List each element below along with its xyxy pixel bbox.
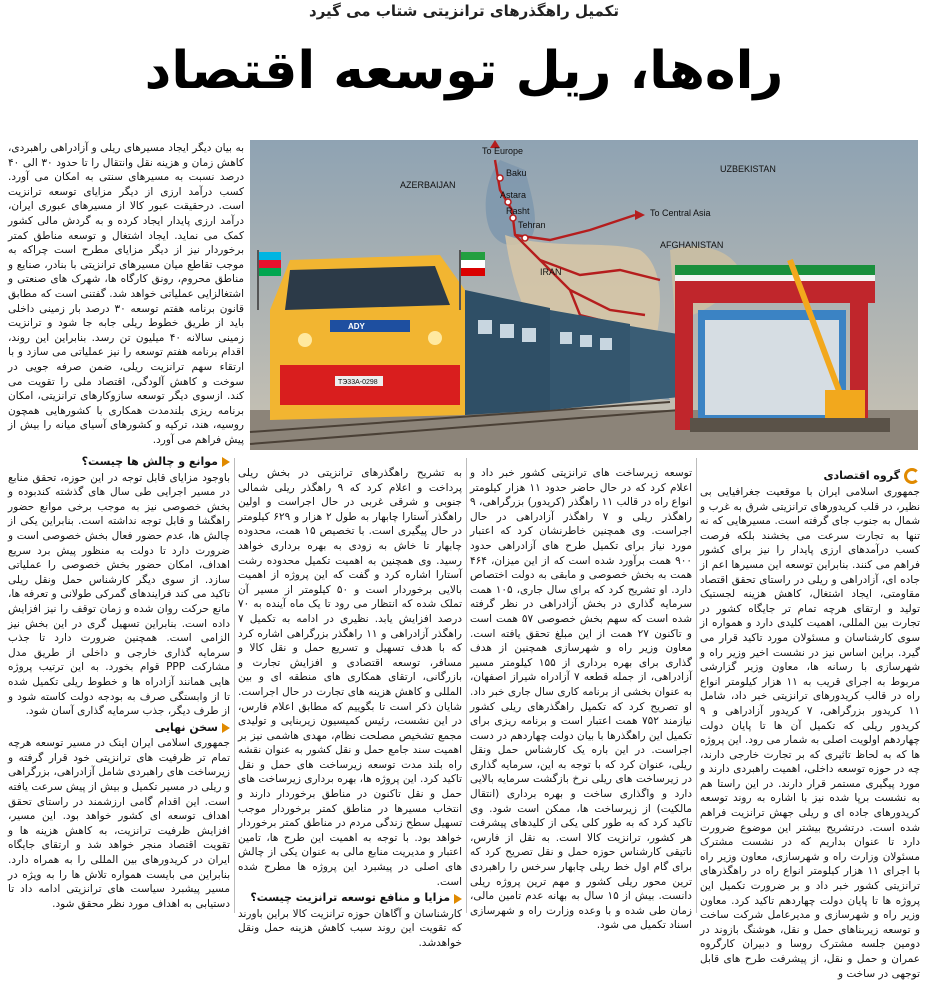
section-logo-icon	[904, 468, 920, 484]
column-divider	[696, 458, 697, 913]
intro-continuation-column	[8, 141, 244, 446]
article-column-2	[470, 466, 692, 932]
subhead-text: گروه اقتصادی	[823, 468, 900, 482]
column-divider	[466, 458, 467, 913]
locomotive-number: TЭ33A-0298	[338, 379, 378, 386]
map-label-baku: Baku	[506, 168, 527, 178]
map-label-afghanistan: AFGHANISTAN	[660, 240, 724, 250]
column-divider	[234, 458, 235, 913]
map-label-europe: To Europe	[482, 146, 524, 156]
subhead-obstacles	[8, 455, 230, 470]
subhead-text: مزایا و منافع توسعه ترانزیت چیست؟	[250, 891, 450, 905]
subhead-marker-icon	[222, 723, 230, 733]
paragraph: کارشناسان و آگاهان حوزه ترانزیت کالا براین باورند که تقویت این روند سبب کاهش هزینه حمل ونقل خواهدشد.	[238, 907, 462, 949]
subhead-text: موانع و چالش ها چیست؟	[81, 455, 218, 468]
paragraph: جمهوری اسلامی ایران اینک در مسیر توسعه هرچه تمام تر ظرفیت های ترانزیتی خود قرار گرفته و زیرساخت های راهبردی شامل آزادراهی، بزرگراهی و ریلی در مسیر تکمیل و بیش از پیش سرعت یافته است. این اقدام گامی ارزشمند در راستای تحقق اهداف توسعه ای کشور خواهد بود. این مسیر، افزایش ظرفیت ترانزیت، به کاهش هزینه ها و تقویت اقتصاد منجر خواهد شد و ارتقای جایگاه ایران در کریدورهای بین المللی را به همراه دارد. بنابراین می بایست همواره تلاش ها را به ویژه در مسیر پیشبرد سیاست های ترانزیتی ادامه داد تا دستیابی به اهداف مورد نظر محقق شود.	[8, 737, 230, 910]
illustration-svg	[250, 140, 918, 450]
paragraph: باوجود مزایای قابل توجه در این حوزه، تحقق منابع در مسیر اجرایی طی سال های گذشته کندبوده و بخش خصوصی نیز به موجب برخی موانع حضور راهگشا و قابل توجه نداشته است. بنابراین یکی از چالش ها، عدم حضور فعال بخش خصوصی است و ضرورت دارد تا دولت به منظور پیش برد سریع اهداف، امکان حضور بخش خصوصی را عملیاتی سازد. از سوی دیگر کارشناس حمل ونقل ریلی تاکید می کند فرایندهای گمرکی طولانی و تعرفه ها، مانع حرکت روان شده و زمان توقف را نیز افزایش داده است. بنابراین تسهیل گری در این بخش نیز الزامی است. همچنین ضرورت دارد تا جذب سرمایه گذاری خارجی و داخلی از طریق مدل مشارکت PPP قوام بخورد. به این ترتیب پروژه هایی همانند آزادراه ها و خطوط ریلی تکمیل شده تا از وابستگی صرف به بودجه دولت کاسته شود و از طرف دیگر، جذب سرمایه گذاری آسان شود.	[8, 471, 230, 718]
subhead-text: سخن نهایی	[154, 720, 218, 734]
paragraph: به تشریح راهگذرهای ترانزیتی در بخش ریلی پرداخت و اعلام کرد که ۹ راهگذر ریلی شمالی جنوبی و شرقی غربی در حال اجراست و اولین راهگذر آستارا چابهار به طول ۲ هزار و ۶۲۹ کیلومتر در حال پیگیری است. با تخصیص ۱۵ همت، محدوده چابهار تا خاش به زودی به بهره برداری خواهد رسید. وی همچنین به اهمیت تکمیل محدوده رشت آستارا اشاره کرد و گفت که این پروژه از اهمیت بالایی برخوردار است و ۵۰ کیلومتر از مسیر آن تملک شده که انتظار می رود تا یک ماه آینده به ۷۰ درصد افزایش یابد. نظیری در ادامه به تکمیل ۷ راهگذر آزادراهی و ۱۱ راهگذر بزرگراهی اشاره کرد که با هدف تسهیل و تسریع حمل و نقل کالا و مسافر، توسعه اقتصادی و افزایش تجارت و بازرگانی، ارتقای همکاری های منطقه ای و بین المللی و کاهش هزینه های تجارت در حال اجراست. شایان ذکر است تا بگوییم که مطابق اعلام فارس، در این نشست، رئیس کمیسیون زیربنایی و تولیدی مجمع تشخیص مصلحت نظام، مهدی هاشمی نیز بر اهمیت سند جامع حمل و نقل کشور به عنوان نقشه راه بلند مدت توسعه زیرساخت های حمل و نقل تاکید کرد. این پروژه ها، بهره برداری زیرساخت های حمل و نقل تاکنون در مناطق برخوردار دارند و انتخاب مسیرها در مناطق کمتر برخوردار موجب تسهیل سطح زندگی مردم در مناطق کمتر برخوردار خواهد بود. با توجه به اهمیت این طرح ها، تامین اعتبار و مدیریت منابع مالی به عنوان یکی از چالش های اصلی در پیشبرد این پروژه ها مطرح شده است.	[238, 467, 462, 888]
article-column-1	[700, 466, 921, 980]
subhead-economic-group	[700, 468, 920, 484]
article-headline: راه‌ها، ریل توسعه اقتصاد	[144, 41, 784, 101]
paragraph: جمهوری اسلامی ایران با موقعیت جغرافیایی بی نظیر، در قلب کریدورهای ترانزیتی شرق به غرب و شمال به جنوب جای گرفته است. مسیرهایی که نه تنها به تجارت سرعت می بخشند بلکه فرصت کسب درآمدهای ارزی پایدار را نیز برای کشور فراهم می کنند. بنابراین توسعه این مسیرها اعم از جاده ای، آزادراهی و ریلی در راستای تحقق اقتصاد مقاومتی، ایجاد اشتغال، کاهش هزینه لجستیک تولید و ارتقای هرچه تمام تر جایگاه کشور در تجارت بین المللی، اهمیت کلیدی دارد و همواره از سوی کارشناسان و مسئولان مورد تاکید قرار می گیرد. براین اساس نیز در نشست اخیر وزیر راه و شهرسازی با رسانه ها، معاون وزیر گزارشی مربوط به اجرای قریب به ۱۱ هزار کیلومتر انواع راه در قالب کریدورهای ترانزیتی خبر داد، شامل ۱۱ کریدور بزرگراهی، ۷ کریدور آزادراهی و ۹ کریدور ریلی که تکمیل آن ها تا پایان دولت چهاردهم اولویت اصلی به شمار می رود. این پروژه ها که به لحاظ تاثیری که بر تجارت خارجی دارند، چه در حوزه توسعه داخلی، اهمیت راهبردی دارند و مورد پیگیری مستمر قرار دارند. در این راستا هم به نشست برپا شده نیز با اشاره به روند توسعه کریدورهای جاده ای و ریلی جهش ترانزیت فراهم شده است. درتشریح بیشتر این موضوع ضرورت دارد تا عنوان بداریم که در نشست مشترک مسئولان وزارت راه و شهرسازی، معاون وزیر راه با اجرای ۱۱ هزار کیلومتر انواع راه در راهگذرهای ترانزیتی کشور خبر داد و بر ضرورت تکمیل این پروژه ها تا پایان دولت چهاردهم تاکید کرد. معاون وزیر راه و شهرسازی و مدیرعامل شرکت ساخت و توسعه زیربناهای حمل و نقل، هوشنگ بازوند در دومین جلسه مشترک روسا و دبیران کارگروه عمران و حمل و نقل، از پیشرفت طرح های قابل توجهی در ساخت و	[700, 486, 921, 980]
subhead-final-word	[8, 721, 230, 736]
article-column-4	[8, 453, 230, 915]
article-column-3	[238, 466, 462, 949]
subhead-marker-icon	[222, 457, 230, 467]
map-label-azerbaijan: AZERBAIJAN	[400, 180, 456, 190]
subhead-marker-icon	[454, 894, 462, 904]
map-label-uzbekistan: UZBEKISTAN	[720, 164, 776, 174]
crowd	[690, 418, 890, 432]
article-kicker: تکمیل راهگذرهای ترانزیتی شتاب می گیرد	[309, 2, 619, 20]
locomotive	[270, 255, 465, 420]
paragraph: به بیان دیگر ایجاد مسیرهای ریلی و آزادراهی راهبردی، کاهش زمان و هزینه نقل وانتقال را تا حدود ۳۰ الی ۴۰ درصد نسبت به مسیرهای سنتی به امکان می آورد. کسب درآمد ارزی از دیگر مزایای توسعه ترانزیت است. درحقیقت عبور کالا از مسیرهای عبوری ایران، درآمد ارزی پایدار ایجاد کرده و به گردش مالی کشور کمک می نماید. ایجاد اشتغال و توسعه مناطق کمتر برخوردار نیز از دیگر مزایای مطرح است چراکه به موجب تقاطع میان مسیرهای ترانزیتی با بنادر، صنایع و مناطق محروم، رونق کارگاه ها، شهرک های صنعتی و اشتغالزایی عملیاتی خواهد شد. گفتنی است که مطابق قانون برنامه هفتم توسعه ۳۰ درصد بار زمینی داخلی باید از طریق خطوط ریلی جابه جا شود و ترانزیت زمینی سالانه ۴۰ میلیون تن رسد. بنابراین این روند، اقدام برنامه هفتم توسعه را نیز عملیاتی می سازد و با ارتقاء سهم ترانزیت ریلی، ضمن صرفه جویی در سوخت و کاهش آلودگی، اقتصاد ملی را تقویت می کند. ازسوی دیگر توسعه سازوکارهای ترانزیتی، امکان برنامه ریزی بلندمدت همکاری با کشورهایی همچون روسیه، هند، ترکیه و کشورهای آسیای میانه را بیش از پیش فراهم می آورد.	[8, 142, 244, 446]
paragraph: توسعه زیرساخت های ترانزیتی کشور خبر داد و اعلام کرد که در حال حاضر حدود ۱۱ هزار کیلومتر انواع راه در قالب ۱۱ راهگذر (کریدور) بزرگراهی، ۹ راهگذر ریلی و ۷ راهگذر آزادراهی در حال اجراست. وی همچنین خاطرنشان کرد که اعتبار مورد نیاز برای تکمیل طرح های آزادراهی حدود ۹۰۰ همت برآورد شده است که از این میزان، ۴۶۴ همت به بخش خصوصی و مابقی به دولت اختصاص دارد. او تشریح کرد که برای سال جاری، ۱۰۵ همت سرمایه گذاری در بخش آزادراهی در نظر گرفته شده است که سهم بخش خصوصی ۵۷ همت است و تاکنون ۲۷ همت از این مبلغ تحقق یافته است. معاون وزیر راه و شهرسازی همچنین از هدف گذاری برای بهره برداری از ۱۵۵ کیلومتر مسیر آزادراهی، از جمله قطعه ۷ آزادراه شیراز اصفهان، به عنوان بخشی از برنامه کاری سال جاری خبر داد. او تصریح کرد که تکمیل راهگذرهای ریلی کشور نیازمند ۷۵۲ همت اعتبار است و برنامه ریزی برای تکمیل این راهگذرها با بیان دولت چهاردهم در دست اجراست. در این باره یک کارشناس حمل ونقل ریلی، عنوان کرد که با توجه به این، سرمایه گذاری در زیرساخت های ریلی نرخ بازگشت سرمایه بالایی دارد و واگذاری ساخت و بهره برداری (انتقال مالکیت) از زیرساخت ها، ممکن است شود. وی تاکید کرد که به طور کلی یکی از کلیدهای پیشرفت هر کشور، ترانزیت کالا است. به نقل از فارس، ناتیقی کارشناس حوزه حمل و نقل تصریح کرد که برای گام اول خط ریلی چابهار سرخس را راهبردی ترین محور ریلی کشور و مهم ترین پروژه ریلی دانست. بیش از ۱۵ سال به بهانه عدم تامین مالی، زمان طی شده و با وعده وزارت راه و شهرسازی اسناد تکمیل می شود.	[470, 467, 692, 932]
map-label-tehran: Tehran	[518, 220, 546, 230]
map-label-central-asia: To Central Asia	[650, 208, 711, 218]
map-label-astara: Astara	[500, 190, 527, 200]
map-label-iran: IRAN	[540, 267, 562, 277]
subhead-benefits	[238, 891, 462, 906]
transit-corridor-illustration	[250, 140, 918, 450]
map-label-rasht: Rasht	[506, 206, 530, 216]
locomotive-brand: ADY	[348, 322, 365, 331]
